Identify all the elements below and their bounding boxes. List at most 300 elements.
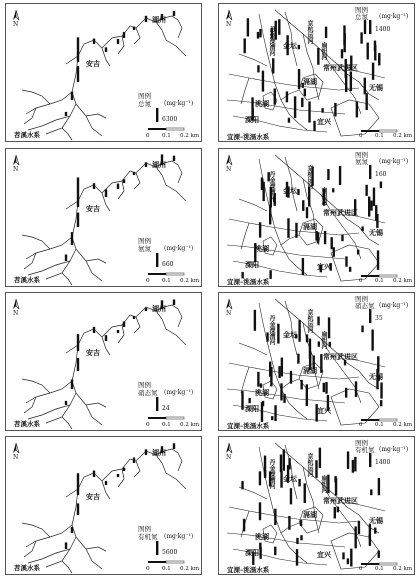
site-bar bbox=[257, 372, 259, 387]
site-bar bbox=[274, 405, 276, 421]
site-bar bbox=[257, 65, 259, 72]
site-bar bbox=[378, 53, 380, 66]
place-label-taohu: 洮湖 bbox=[255, 99, 269, 108]
site-bar bbox=[304, 483, 306, 503]
place-label-grand-canal: 京杭运河 bbox=[306, 309, 313, 333]
legend-bar bbox=[369, 309, 371, 323]
site-bar bbox=[323, 383, 325, 392]
site-bar bbox=[77, 66, 79, 82]
scale-tick-0: 0 bbox=[359, 422, 363, 428]
site-bar bbox=[302, 200, 304, 211]
site-bar bbox=[278, 19, 280, 35]
site-bar bbox=[247, 18, 249, 36]
scale-tick-2: 0.2 km bbox=[180, 566, 200, 572]
legend-title: 图例 bbox=[138, 381, 151, 389]
site-bar bbox=[339, 166, 341, 185]
site-bar bbox=[259, 471, 261, 485]
site-bar bbox=[71, 380, 73, 389]
north-arrow-icon bbox=[13, 299, 19, 309]
place-label-huzhou: 湖州 bbox=[152, 448, 166, 457]
legend-unit: (mg·kg⁻¹) bbox=[164, 533, 194, 540]
site-bar bbox=[71, 527, 73, 533]
site-bar bbox=[173, 156, 175, 161]
place-label-biandan-river: 扁担河 bbox=[320, 42, 327, 60]
site-bar bbox=[77, 37, 79, 62]
site-bar bbox=[372, 63, 374, 80]
site-bar bbox=[295, 223, 297, 238]
water-system-label: 宜溧–洮滆水系 bbox=[227, 278, 270, 286]
site-bar bbox=[123, 321, 125, 327]
legend-unit: (mg·kg⁻¹) bbox=[379, 302, 409, 309]
site-bar bbox=[350, 71, 352, 91]
site-bar bbox=[368, 197, 370, 217]
site-bar bbox=[105, 335, 107, 341]
legend-bar bbox=[369, 453, 371, 467]
site-bar bbox=[294, 96, 296, 118]
legend-bar bbox=[369, 165, 371, 179]
place-label-jintan: 金坛 bbox=[283, 41, 297, 50]
site-bar bbox=[274, 547, 276, 556]
site-bar bbox=[298, 479, 300, 486]
scale-tick-1: 0.1 bbox=[162, 278, 171, 284]
site-bar bbox=[297, 189, 299, 195]
place-label-yixing: 宜兴 bbox=[317, 117, 331, 126]
site-bar bbox=[360, 32, 362, 43]
legend-value: 5600 bbox=[162, 549, 178, 556]
map-panel-left-4 bbox=[5, 436, 202, 575]
map-panel-left-3 bbox=[5, 292, 202, 431]
legend-unit: (mg·kg⁻¹) bbox=[164, 100, 194, 107]
site-bar bbox=[290, 371, 292, 384]
place-label-liyang: 溧阳 bbox=[245, 548, 259, 557]
site-bar bbox=[77, 213, 79, 227]
site-bar bbox=[347, 558, 349, 564]
legend-nutrient: 总氮 bbox=[355, 13, 368, 21]
site-bar bbox=[117, 474, 119, 477]
site-bar bbox=[286, 91, 288, 102]
site-bar bbox=[343, 33, 345, 52]
site-bar bbox=[380, 181, 382, 188]
legend-unit: (mg·kg⁻¹) bbox=[164, 389, 194, 396]
place-label-danjinlicao-river: 丹金溧漕河 bbox=[268, 26, 275, 56]
site-bar bbox=[342, 552, 344, 559]
site-bar bbox=[374, 45, 376, 61]
site-bar bbox=[93, 39, 95, 44]
north-arrow-icon bbox=[226, 443, 232, 453]
legend-nutrient: 硝态氮 bbox=[355, 302, 375, 310]
site-bar bbox=[173, 11, 175, 16]
legend-value: 24 bbox=[162, 405, 170, 412]
site-bar bbox=[77, 334, 79, 351]
site-bar bbox=[105, 189, 107, 197]
place-label-anji: 安吉 bbox=[86, 204, 100, 213]
site-bar bbox=[287, 218, 289, 238]
site-bar bbox=[123, 468, 125, 471]
north-arrow-icon bbox=[13, 443, 19, 453]
site-bar bbox=[347, 451, 349, 468]
site-bar bbox=[65, 401, 67, 405]
site-bar bbox=[283, 449, 285, 470]
scale-tick-0: 0 bbox=[359, 566, 363, 572]
site-bar bbox=[313, 121, 315, 131]
site-bar bbox=[277, 324, 279, 344]
place-label-anji: 安吉 bbox=[86, 59, 100, 68]
site-bar bbox=[324, 231, 326, 244]
site-bar bbox=[117, 330, 119, 333]
site-bar bbox=[341, 235, 343, 242]
scale-bar bbox=[148, 273, 184, 275]
site-bar bbox=[274, 89, 276, 105]
site-bar bbox=[378, 478, 380, 495]
place-label-wujin: 常州武进区 bbox=[323, 352, 358, 361]
north-arrow-icon bbox=[226, 155, 232, 165]
site-bar bbox=[370, 489, 372, 495]
legend-value: 6300 bbox=[162, 116, 178, 123]
legend-bar bbox=[156, 108, 158, 122]
legend-bar bbox=[156, 397, 158, 411]
site-bar bbox=[297, 354, 299, 364]
place-label-grand-canal: 京杭运河 bbox=[306, 453, 313, 477]
north-arrow-icon bbox=[226, 299, 232, 309]
site-bar bbox=[328, 317, 330, 338]
place-label-yixing: 宜兴 bbox=[317, 262, 331, 271]
legend-value: 160 bbox=[375, 171, 387, 178]
site-bar bbox=[325, 27, 327, 38]
place-label-taohu: 洮湖 bbox=[255, 388, 269, 397]
site-bar bbox=[93, 327, 95, 333]
legend-unit: (mg·kg⁻¹) bbox=[379, 446, 409, 453]
legend-title: 图例 bbox=[138, 525, 151, 533]
site-bar bbox=[261, 178, 263, 191]
site-bar bbox=[345, 256, 347, 266]
scale-tick-1: 0.1 bbox=[375, 422, 384, 428]
place-label-gehu: 滆湖 bbox=[303, 222, 317, 231]
legend-unit: (mg·kg⁻¹) bbox=[379, 158, 409, 165]
legend-nutrient: 氨氮 bbox=[355, 158, 368, 166]
site-bar bbox=[300, 535, 302, 540]
site-bar bbox=[371, 330, 373, 351]
site-bar bbox=[370, 201, 372, 211]
site-bar bbox=[355, 381, 357, 397]
site-bar bbox=[378, 551, 380, 558]
site-bar bbox=[321, 108, 323, 113]
site-bar bbox=[133, 172, 135, 175]
place-label-biandan-river: 扁担河 bbox=[320, 475, 327, 493]
place-label-wujin: 常州武进区 bbox=[323, 63, 358, 72]
site-bar bbox=[261, 402, 263, 422]
legend-bar bbox=[369, 20, 371, 34]
scale-tick-2: 0.2 km bbox=[180, 422, 200, 428]
site-bar bbox=[352, 460, 354, 473]
site-bar bbox=[288, 516, 290, 530]
site-bar bbox=[332, 188, 334, 192]
site-bar bbox=[259, 502, 261, 520]
site-bar bbox=[335, 478, 337, 496]
site-bar bbox=[380, 400, 382, 406]
map-panel-left-2 bbox=[5, 148, 202, 287]
scale-bar bbox=[148, 128, 184, 130]
site-bar bbox=[271, 416, 273, 420]
site-bar bbox=[327, 169, 329, 180]
site-bar bbox=[145, 308, 147, 311]
scale-tick-2: 0.2 km bbox=[393, 422, 413, 428]
site-bar bbox=[361, 326, 363, 333]
place-label-liyang: 溧阳 bbox=[245, 260, 259, 269]
site-bar bbox=[325, 382, 327, 394]
site-bar bbox=[334, 103, 336, 116]
north-arrow-icon bbox=[13, 10, 19, 20]
scale-tick-2: 0.2 km bbox=[393, 278, 413, 284]
site-bar bbox=[304, 89, 306, 97]
site-bar bbox=[358, 521, 360, 534]
legend-title: 图例 bbox=[138, 237, 151, 245]
place-label-yixing: 宜兴 bbox=[317, 406, 331, 415]
site-bar bbox=[306, 207, 308, 218]
scale-tick-2: 0.2 km bbox=[180, 278, 200, 284]
site-bar bbox=[333, 247, 335, 257]
site-bar bbox=[364, 78, 366, 95]
site-bar bbox=[259, 547, 261, 559]
legend-bar bbox=[156, 541, 158, 555]
site-bar bbox=[272, 58, 274, 73]
north-label: N bbox=[226, 166, 232, 173]
site-bar bbox=[300, 520, 302, 526]
place-label-wujin: 常州武进区 bbox=[323, 208, 358, 217]
legend-value: 1400 bbox=[375, 26, 391, 33]
site-bar bbox=[354, 457, 356, 472]
site-bar bbox=[288, 458, 290, 469]
site-bar bbox=[65, 254, 67, 261]
site-bar bbox=[337, 507, 339, 513]
scale-tick-2: 0.2 km bbox=[393, 133, 413, 139]
place-label-taohu: 洮湖 bbox=[255, 532, 269, 541]
place-label-anji: 安吉 bbox=[86, 348, 100, 357]
site-bar bbox=[259, 29, 261, 37]
scale-tick-1: 0.1 bbox=[162, 422, 171, 428]
water-system-label: 宜溧–洮滆水系 bbox=[227, 133, 270, 141]
map-panel-right-1 bbox=[218, 3, 415, 142]
north-arrow-icon bbox=[13, 155, 19, 165]
place-label-gehu: 滆湖 bbox=[303, 510, 317, 519]
map-panel-left-1 bbox=[5, 3, 202, 142]
place-label-danjinlicao-river: 丹金溧漕河 bbox=[268, 459, 275, 489]
site-bar bbox=[248, 398, 250, 403]
site-bar bbox=[71, 92, 73, 100]
place-label-anji: 安吉 bbox=[86, 492, 100, 501]
site-bar bbox=[262, 71, 264, 92]
place-label-taohu: 洮湖 bbox=[255, 244, 269, 253]
site-bar bbox=[259, 222, 261, 237]
place-label-grand-canal: 京杭运河 bbox=[306, 165, 313, 189]
scale-bar bbox=[148, 561, 184, 563]
site-bar bbox=[105, 47, 107, 52]
north-label: N bbox=[226, 310, 232, 317]
legend-unit: (mg·kg⁻¹) bbox=[379, 13, 409, 20]
site-bar bbox=[329, 342, 331, 347]
site-bar bbox=[298, 45, 300, 49]
scale-tick-1: 0.1 bbox=[162, 566, 171, 572]
legend-nutrient: 总氮 bbox=[138, 100, 151, 108]
site-bar bbox=[373, 188, 375, 206]
place-label-jintan: 金坛 bbox=[283, 186, 297, 195]
north-label: N bbox=[226, 454, 232, 461]
site-bar bbox=[315, 460, 317, 478]
site-bar bbox=[145, 162, 147, 167]
site-bar bbox=[77, 473, 79, 495]
place-label-biandan-river: 扁担河 bbox=[320, 187, 327, 205]
legend-title: 图例 bbox=[355, 295, 368, 303]
site-bar bbox=[241, 391, 243, 410]
site-bar bbox=[269, 205, 271, 224]
map-panel-right-3 bbox=[218, 292, 415, 431]
scale-tick-0: 0 bbox=[359, 133, 363, 139]
scale-tick-0: 0 bbox=[146, 566, 150, 572]
site-bar bbox=[241, 481, 243, 489]
place-label-gehu: 滆湖 bbox=[303, 77, 317, 86]
site-bar bbox=[350, 549, 352, 567]
site-bar bbox=[254, 310, 256, 331]
water-system-label: 苕溪水系 bbox=[14, 420, 40, 428]
site-bar bbox=[298, 69, 300, 89]
site-bar bbox=[377, 356, 379, 373]
site-bar bbox=[173, 299, 175, 305]
map-canvas bbox=[6, 293, 203, 432]
scale-bar bbox=[148, 417, 184, 419]
place-label-wuxi: 无锡 bbox=[369, 83, 383, 92]
site-bar bbox=[380, 383, 382, 399]
scale-tick-0: 0 bbox=[146, 278, 150, 284]
site-bar bbox=[315, 231, 317, 241]
legend-title: 图例 bbox=[355, 151, 368, 159]
scale-tick-2: 0.2 km bbox=[393, 566, 413, 572]
place-label-yixing: 宜兴 bbox=[317, 550, 331, 559]
place-label-huzhou: 湖州 bbox=[152, 304, 166, 313]
map-panel-right-2 bbox=[218, 148, 415, 287]
site-bar bbox=[123, 32, 125, 38]
site-bar bbox=[327, 475, 329, 494]
legend-value: 1400 bbox=[375, 459, 391, 466]
site-bar bbox=[173, 443, 175, 449]
water-system-label: 宜溧–洮滆水系 bbox=[227, 566, 270, 574]
site-bar bbox=[274, 509, 276, 525]
site-bar bbox=[105, 481, 107, 485]
place-label-wuxi: 无锡 bbox=[369, 372, 383, 381]
site-bar bbox=[133, 27, 135, 30]
site-bar bbox=[302, 258, 304, 275]
place-label-gehu: 滆湖 bbox=[303, 366, 317, 375]
place-label-liyang: 溧阳 bbox=[245, 115, 259, 124]
site-bar bbox=[349, 267, 351, 272]
legend-value: 35 bbox=[375, 315, 383, 322]
place-label-jintan: 金坛 bbox=[283, 330, 297, 339]
site-bar bbox=[296, 549, 298, 566]
legend-bar bbox=[156, 253, 158, 267]
place-label-biandan-river: 扁担河 bbox=[320, 331, 327, 349]
scale-tick-0: 0 bbox=[146, 422, 150, 428]
scale-tick-2: 0.2 km bbox=[180, 133, 200, 139]
site-bar bbox=[319, 448, 321, 468]
site-bar bbox=[117, 39, 119, 44]
site-bar bbox=[243, 38, 245, 53]
site-bar bbox=[280, 383, 282, 400]
north-label: N bbox=[13, 21, 19, 28]
site-bar bbox=[257, 32, 259, 39]
site-bar bbox=[269, 270, 271, 279]
north-label: N bbox=[13, 166, 19, 173]
legend-value: 660 bbox=[162, 261, 174, 268]
site-bar bbox=[117, 184, 119, 189]
north-label: N bbox=[13, 454, 19, 461]
legend-nutrient: 硝态氮 bbox=[138, 389, 158, 397]
place-label-huzhou: 湖州 bbox=[152, 15, 166, 24]
water-system-label: 苕溪水系 bbox=[14, 276, 40, 284]
site-bar bbox=[264, 470, 266, 478]
place-label-huzhou: 湖州 bbox=[152, 160, 166, 169]
site-bar bbox=[345, 388, 347, 398]
site-bar bbox=[361, 227, 363, 232]
site-bar bbox=[243, 519, 245, 532]
site-bar bbox=[145, 16, 147, 22]
north-label: N bbox=[13, 310, 19, 317]
scale-tick-0: 0 bbox=[146, 133, 150, 139]
site-bar bbox=[375, 205, 377, 220]
site-bar bbox=[296, 538, 298, 544]
site-bar bbox=[354, 526, 356, 548]
water-system-label: 苕溪水系 bbox=[14, 564, 40, 572]
site-bar bbox=[65, 542, 67, 549]
site-bar bbox=[300, 380, 302, 390]
scale-tick-1: 0.1 bbox=[375, 133, 384, 139]
site-bar bbox=[308, 101, 310, 122]
place-label-danjinlicao-river: 丹金溧漕河 bbox=[268, 315, 275, 345]
site-bar bbox=[145, 449, 147, 455]
north-arrow-icon bbox=[226, 10, 232, 20]
site-bar bbox=[377, 250, 379, 269]
site-bar bbox=[308, 187, 310, 207]
site-bar bbox=[306, 384, 308, 406]
place-label-jintan: 金坛 bbox=[283, 474, 297, 483]
site-bar bbox=[71, 232, 73, 245]
site-bar bbox=[301, 98, 303, 107]
place-label-liyang: 溧阳 bbox=[245, 404, 259, 413]
site-bar bbox=[306, 334, 308, 342]
site-bar bbox=[123, 179, 125, 183]
site-bar bbox=[77, 503, 79, 515]
legend-unit: (mg·kg⁻¹) bbox=[164, 245, 194, 252]
legend-title: 图例 bbox=[355, 439, 368, 447]
site-bar bbox=[317, 317, 319, 326]
site-bar bbox=[374, 528, 376, 534]
site-bar bbox=[77, 358, 79, 371]
site-bar bbox=[133, 316, 135, 319]
site-bar bbox=[283, 394, 285, 403]
place-label-wujin: 常州武进区 bbox=[323, 496, 358, 505]
place-label-wuxi: 无锡 bbox=[369, 516, 383, 525]
scale-tick-1: 0.1 bbox=[162, 133, 171, 139]
site-bar bbox=[65, 112, 67, 116]
legend-nutrient: 有机氮 bbox=[138, 533, 158, 541]
water-system-label: 苕溪水系 bbox=[14, 131, 40, 139]
site-bar bbox=[357, 250, 359, 255]
site-bar bbox=[298, 320, 300, 342]
site-bar bbox=[290, 488, 292, 504]
north-label: N bbox=[226, 21, 232, 28]
site-bar bbox=[288, 118, 290, 123]
legend-title: 图例 bbox=[355, 6, 368, 14]
site-bar bbox=[345, 74, 347, 92]
scale-tick-1: 0.1 bbox=[375, 278, 384, 284]
site-bar bbox=[93, 183, 95, 189]
